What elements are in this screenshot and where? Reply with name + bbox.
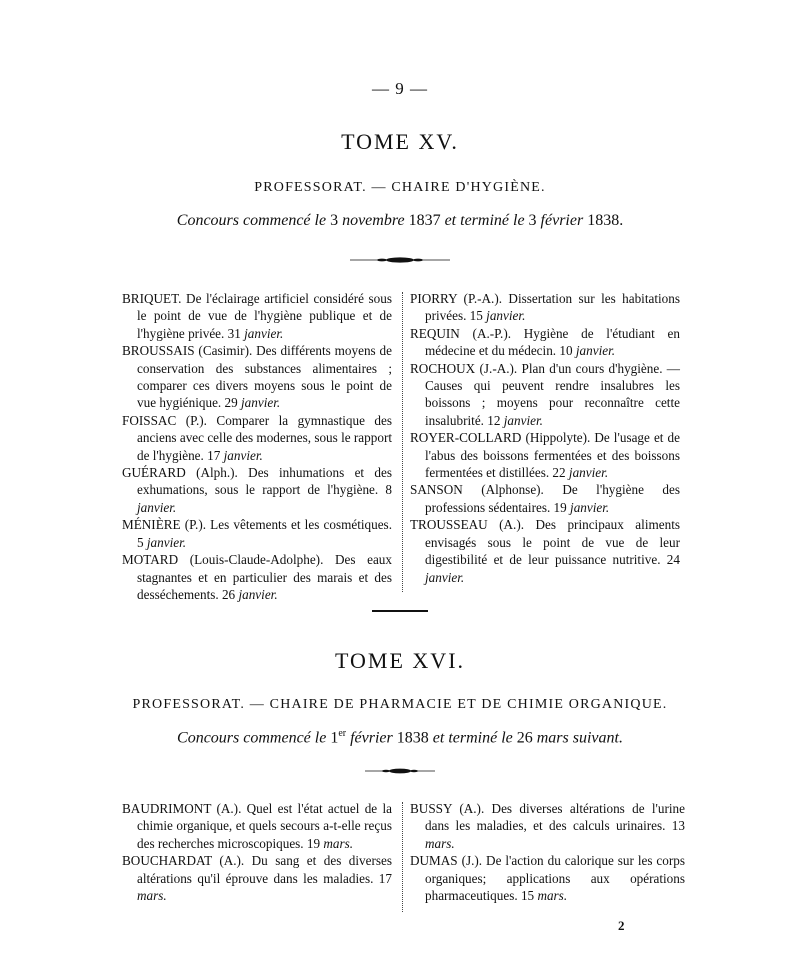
tome-xv-section: PROFESSORAT. — CHAIRE D'HYGIÈNE. xyxy=(254,180,546,195)
start-day: 3 xyxy=(326,212,343,229)
list-item: MÉNIÈRE (P.). Les vêtements et les cosmétiques. 5 janvier. xyxy=(122,517,392,550)
list-item: FOISSAC (P.). Comparer la gymnastique des anciens avec celle des modernes, sous le rapport de l'hygiène. 17 janvier. xyxy=(122,412,392,463)
dates-prefix: Concours commencé le xyxy=(176,212,327,229)
tome-xvi-right-column xyxy=(410,800,685,904)
ornament-divider xyxy=(0,255,800,265)
start-day: 1 xyxy=(326,729,339,747)
list-item: REQUIN (A.-P.). Hygiène de l'étudiant en médecine et du médecin. 10 janvier. xyxy=(410,325,680,359)
list-item: MOTARD (Louis-Claude-Adolphe). Des eaux stagnantes et en particulier des marais et des desséchements. 26 janvier. xyxy=(122,552,392,602)
list-item: PIORRY (P.-A.). Dissertation sur les habitations privées. 15 janvier. xyxy=(410,291,680,324)
end-year: 1838. xyxy=(583,212,624,229)
list-item: DUMAS (J.). De l'action du calorique sur les corps organiques; applications aux opérations pharmaceutiques. 15 mars. xyxy=(410,853,685,904)
list-item: BRIQUET. De l'éclairage artificiel considéré sous le point de vue de l'hygiène publique et de l'hygiène privée. 31 janvier. xyxy=(122,291,392,341)
list-item: BROUSSAIS (Casimir). Des différents moyens de conservation des substances alimentaires ; comparer ces divers moyens sous le point de vue hygiénique. 29 janvier. xyxy=(122,343,392,411)
section-rule xyxy=(372,610,428,612)
dates-mid: et terminé le xyxy=(444,212,525,229)
column-divider xyxy=(402,802,403,912)
dates-mid: et terminé le xyxy=(432,729,513,747)
page-number: — 9 — xyxy=(372,79,428,98)
end-rest: mars suivant. xyxy=(536,729,623,747)
list-item: GUÉRARD (Alph.). Des inhumations et des exhumations, sous le rapport de l'hygiène. 8 janvier. xyxy=(122,465,392,515)
tome-xvi-dates xyxy=(0,728,800,747)
tome-xv-right-column xyxy=(410,290,680,586)
tome-xv-left-column xyxy=(122,290,392,603)
list-item: ROYER-COLLARD (Hippolyte). De l'usage et de l'abus des boissons fermentées et des boissons fermentées et distillées. 22 janvier. xyxy=(410,430,680,481)
list-item: BUSSY (A.). Des diverses altérations de l'urine dans les maladies, et des calculs urinaires. 13 mars. xyxy=(410,801,685,851)
list-item: SANSON (Alphonse). De l'hygiène des professions sédentaires. 19 janvier. xyxy=(410,482,680,515)
signature-mark: 2 xyxy=(618,918,625,933)
tome-xvi-left-column xyxy=(122,800,392,904)
start-day-suffix: er xyxy=(338,728,347,739)
end-day: 26 xyxy=(512,729,537,747)
tome-xv-title: TOME XV. xyxy=(341,129,459,154)
column-divider xyxy=(402,292,403,592)
start-year: 1838 xyxy=(392,729,433,747)
tome-xvi-title: TOME XVI. xyxy=(334,648,466,673)
list-item: BAUDRIMONT (A.). Quel est l'état actuel de la chimie organique, et quels secours a-t-elle reçus des recherches microscopiques. 19 mars. xyxy=(122,801,392,851)
end-day: 3 xyxy=(524,212,541,229)
start-month: février xyxy=(346,729,393,747)
list-item: BOUCHARDAT (A.). Du sang et des diverses altérations qu'il éprouve dans les maladies. 17 mars. xyxy=(122,853,392,904)
start-month: novembre xyxy=(342,212,405,229)
tome-xvi-section: PROFESSORAT. — CHAIRE DE PHARMACIE ET DE CHIMIE ORGANIQUE. xyxy=(132,697,668,712)
dates-prefix: Concours commencé le xyxy=(177,729,327,747)
ornament-divider xyxy=(0,766,800,776)
start-year: 1837 xyxy=(404,212,445,229)
end-month: février xyxy=(540,212,584,229)
list-item: TROUSSEAU (A.). Des principaux aliments envisagés sous le point de vue de leur digestibilité et de leur puissance nutritive. 24 janvier. xyxy=(410,517,680,585)
tome-xv-dates xyxy=(0,212,800,230)
list-item: ROCHOUX (J.-A.). Plan d'un cours d'hygiène. — Causes qui peuvent rendre insalubres les boissons ; moyens pour reconnaître cette insalubrité. 12 janvier. xyxy=(410,360,680,428)
